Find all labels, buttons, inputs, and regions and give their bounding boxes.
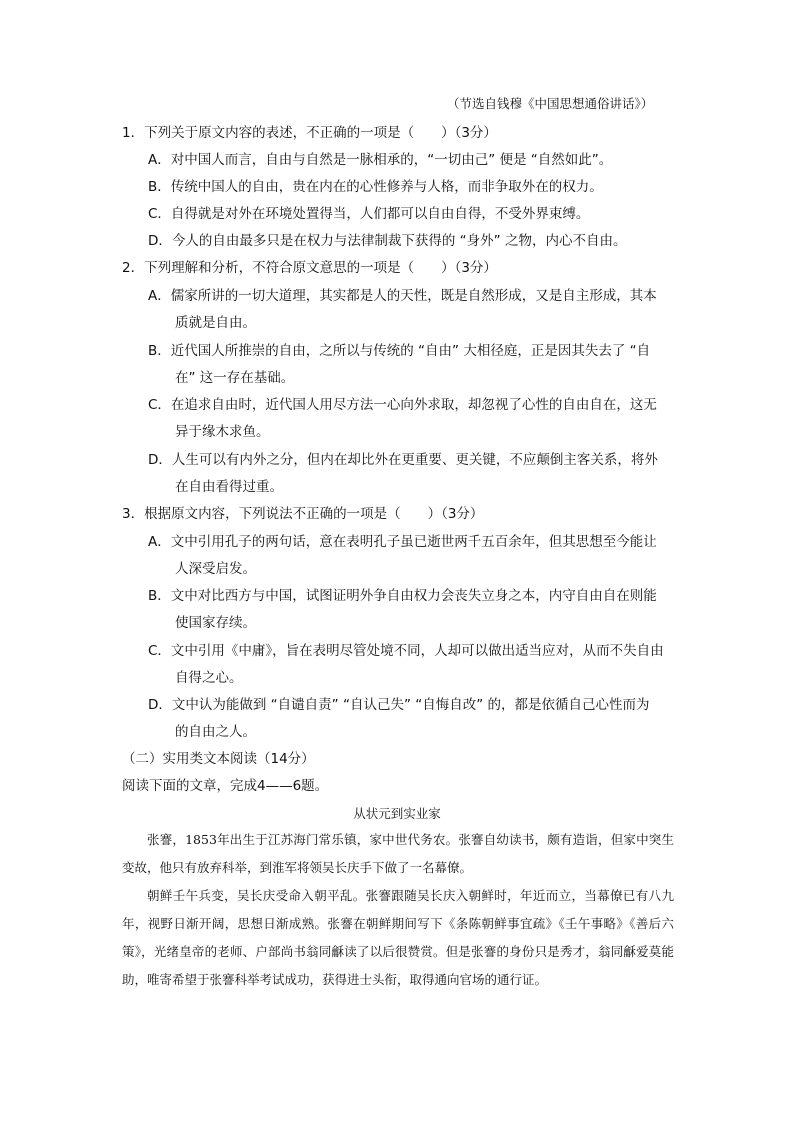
question-3-option-a-cont: 人深受启发。 xyxy=(175,561,256,577)
question-2-option-a-cont: 质就是自由。 xyxy=(175,315,256,331)
question-2-option-a: A．儒家所讲的一切大道理，其实都是人的天性，既是自然形成，又是自主形成，其本 xyxy=(148,288,657,304)
question-1-option-a: A．对中国人而言，自由与自然是一脉相承的，“一切由己” 便是 “自然如此”。 xyxy=(148,152,613,168)
question-2-option-d-cont: 在自由看得过重。 xyxy=(175,479,283,495)
question-3-option-c: C．文中引用《中庸》，旨在表明尽管处境不同，人却可以做出适当应对，从而不失自由 xyxy=(148,643,664,659)
question-2-option-b-cont: 在” 这一存在基础。 xyxy=(175,370,295,386)
question-3-option-b: B．文中对比西方与中国，试图证明外争自由权力会丧失立身之本，内守自由自在则能 xyxy=(148,588,657,604)
question-2-option-c: C．在追求自由时，近代国人用尽方法一心向外求取，却忽视了心性的自由自在，这无 xyxy=(148,397,657,413)
question-3-option-c-cont: 自得之心。 xyxy=(175,670,243,686)
article-paragraph-1: 张謇，1853年出生于江苏海门常乐镇，家中世代务农。张謇自幼读书，颇有造诣，但家中突生变故，他只有放弃科举，到淮军将领吴长庆手下做了一名幕僚。 xyxy=(122,832,674,875)
question-1-option-d: D．今人的自由最多只是在权力与法律制裁下获得的 “身外” 之物，内心不自由。 xyxy=(148,233,627,249)
article-title: 从状元到实业家 xyxy=(353,806,441,821)
question-1-option-b: B．传统中国人的自由，贵在内在的心性修养与人格，而非争取外在的权力。 xyxy=(148,179,603,195)
article-paragraph-2: 朝鲜壬午兵变，吴长庆受命入朝平乱。张謇跟随吴长庆入朝鲜时，年近而立，当幕僚已有八九年，视野日渐开阔，思想日渐成熟。张謇在朝鲜期间写下《条陈朝鲜事宜疏》《壬午事略》《善后六策》，光绪皇帝的老师、户部尚书翁同龢读了以后很赞赏。但是张謇的身份只是秀才，翁同龢爱莫能助，唯寄希望于张謇科举考试成功，获得进士头衔，取得通向官场的通行证。 xyxy=(122,888,674,987)
source-citation: （节选自钱穆《中国思想通俗讲话》） xyxy=(447,96,654,111)
question-3-option-d: D．文中认为能做到 “自谴自责” “自认己失” “自悔自改” 的，都是依循自己心性而为 xyxy=(148,697,650,713)
question-3-option-b-cont: 使国家存续。 xyxy=(175,615,256,631)
question-2-option-b: B．近代国人所推崇的自由，之所以与传统的 “自由” 大相径庭，正是因其失去了 “自 xyxy=(148,343,651,359)
question-3-stem: 3．根据原文内容，下列说法不正确的一项是（ ）（3分） xyxy=(122,506,484,522)
question-1-stem: 1．下列关于原文内容的表述，不正确的一项是（ ）（3分） xyxy=(122,125,497,141)
question-2-option-c-cont: 异于缘木求鱼。 xyxy=(175,424,270,440)
question-3-option-d-cont: 的自由之人。 xyxy=(175,724,256,740)
section-heading: （二）实用类文本阅读（14分） xyxy=(122,751,315,767)
section-instruction: 阅读下面的文章，完成4——6题。 xyxy=(122,778,329,794)
question-3-option-a: A．文中引用孔子的两句话，意在表明孔子虽已逝世两千五百余年，但其思想至今能让 xyxy=(148,534,657,550)
question-1-option-c: C．自得就是对外在环境处置得当，人们都可以自由自得，不受外界束缚。 xyxy=(148,206,590,222)
question-2-option-d: D．人生可以有内外之分，但内在却比外在更重要、更关键，不应颠倒主客关系，将外 xyxy=(148,452,658,468)
question-2-stem: 2．下列理解和分析，不符合原文意思的一项是（ ）（3分） xyxy=(122,260,497,276)
